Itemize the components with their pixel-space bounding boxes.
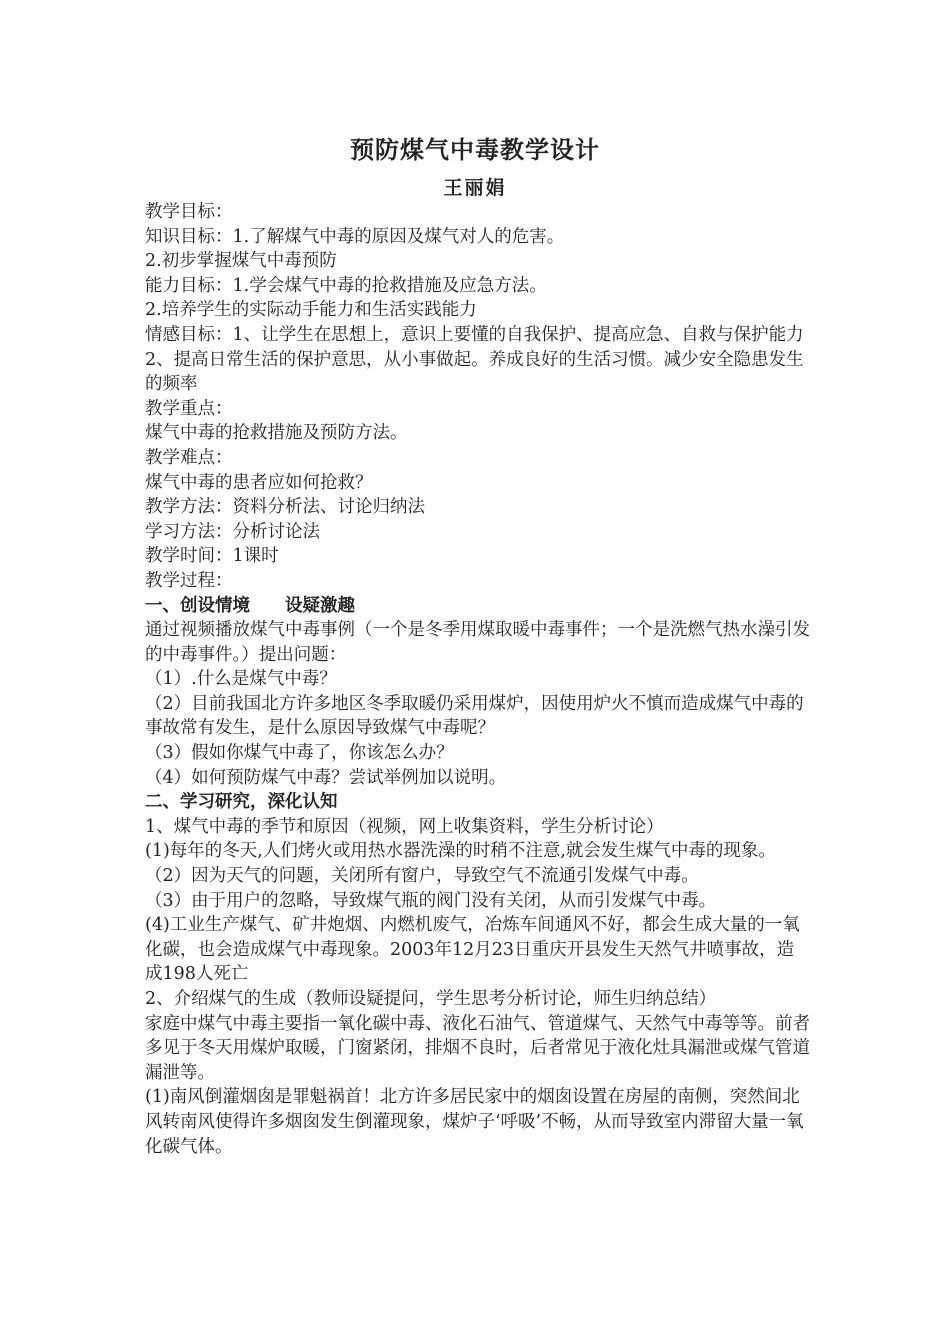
body-paragraph: 教学目标： [145,202,233,222]
body-paragraph: （4）如何预防煤气中毒？尝试举例加以说明。 [145,767,507,788]
body-paragraph: 学习方法：分析讨论法 [145,521,320,542]
body-paragraph: 通过视频播放煤气中毒事例（一个是冬季用煤取暖中毒事件；一个是洗燃气热水澡引发的中毒事件。）提出问题： [145,620,810,665]
body-paragraph: 煤气中毒的抢救措施及预防方法。 [145,423,408,444]
body-paragraph: (1)南风倒灌烟囱是罪魁祸首！北方许多居民家中的烟囱设置在房屋的南侧，突然间北风转南风使得许多烟囱发生倒灌现象，煤炉子‘呼吸’不畅，从而导致室内滞留大量一氧化碳气体。 [145,1087,804,1157]
body-paragraph: 能力目标：1.学会煤气中毒的抢救措施及应急方法。 [145,275,547,296]
document-body [145,200,810,1159]
body-paragraph: 教学方法：资料分析法、讨论归纳法 [145,497,425,518]
body-paragraph: （3）假如你煤气中毒了，你该怎么办？ [145,743,454,764]
body-paragraph: (4)工业生产煤气、矿井炮烟、内燃机废气，冶炼车间通风不好，都会生成大量的一氧化碳，也会造成煤气中毒现象。2003年12月23日重庆开县发生天然气井喷事故，造成198人死亡 [145,915,800,985]
body-paragraph: 2.初步掌握煤气中毒预防 [145,251,337,272]
body-paragraph: 知识目标：1.了解煤气中毒的原因及煤气对人的危害。 [145,226,565,247]
body-paragraph: 2、介绍煤气的生成（教师设疑提问，学生思考分析讨论，师生归纳总结） [145,989,717,1009]
body-paragraph: （2）目前我国北方许多地区冬季取暖仍采用煤炉，因使用炉火不慎而造成煤气中毒的事故常有发生，是什么原因导致煤气中毒呢？ [145,693,804,739]
body-paragraph: 煤气中毒的患者应如何抢救？ [145,472,373,493]
document-author: 王丽娟 [443,177,507,199]
section-heading: 一、创设情境 设疑激趣 [145,595,355,616]
body-paragraph: （2）因为天气的问题，关闭所有窗户，导致空气不流通引发煤气中毒。 [145,866,699,887]
body-paragraph: （3）由于用户的忽略，导致煤气瓶的阀门没有关闭，从而引发煤气中毒。 [145,890,717,911]
body-paragraph: （1）.什么是煤气中毒？ [145,669,337,690]
body-paragraph: 情感目标：1、让学生在思想上，意识上要懂的自我保护、提高应急、自救与保护能力 [145,324,804,345]
body-paragraph: 1、煤气中毒的季节和原因（视频，网上收集资料，学生分析讨论） [145,816,664,837]
body-paragraph: 2.培养学生的实际动手能力和生活实践能力 [145,300,477,321]
document-title: 预防煤气中毒教学设计 [350,135,600,164]
body-paragraph: 教学难点： [145,447,233,468]
body-paragraph: 教学过程： [145,570,233,591]
body-paragraph: 教学时间：1课时 [145,546,279,567]
body-paragraph: 教学重点： [145,398,233,419]
section-heading: 二、学习研究，深化认知 [145,792,338,813]
body-paragraph: 2、提高日常生活的保护意思，从小事做起。养成良好的生活习惯。减少安全隐患发生的频率 [145,349,804,395]
body-paragraph: 家庭中煤气中毒主要指一氧化碳中毒、液化石油气、管道煤气、天然气中毒等等。前者多见于冬天用煤炉取暖，门窗紧闭，排烟不良时，后者常见于液化灶具漏泄或煤气管道漏泄等。 [145,1013,810,1083]
body-paragraph: (1)每年的冬天,人们烤火或用热水器洗澡的时稍不注意,就会发生煤气中毒的现象。 [145,841,776,862]
